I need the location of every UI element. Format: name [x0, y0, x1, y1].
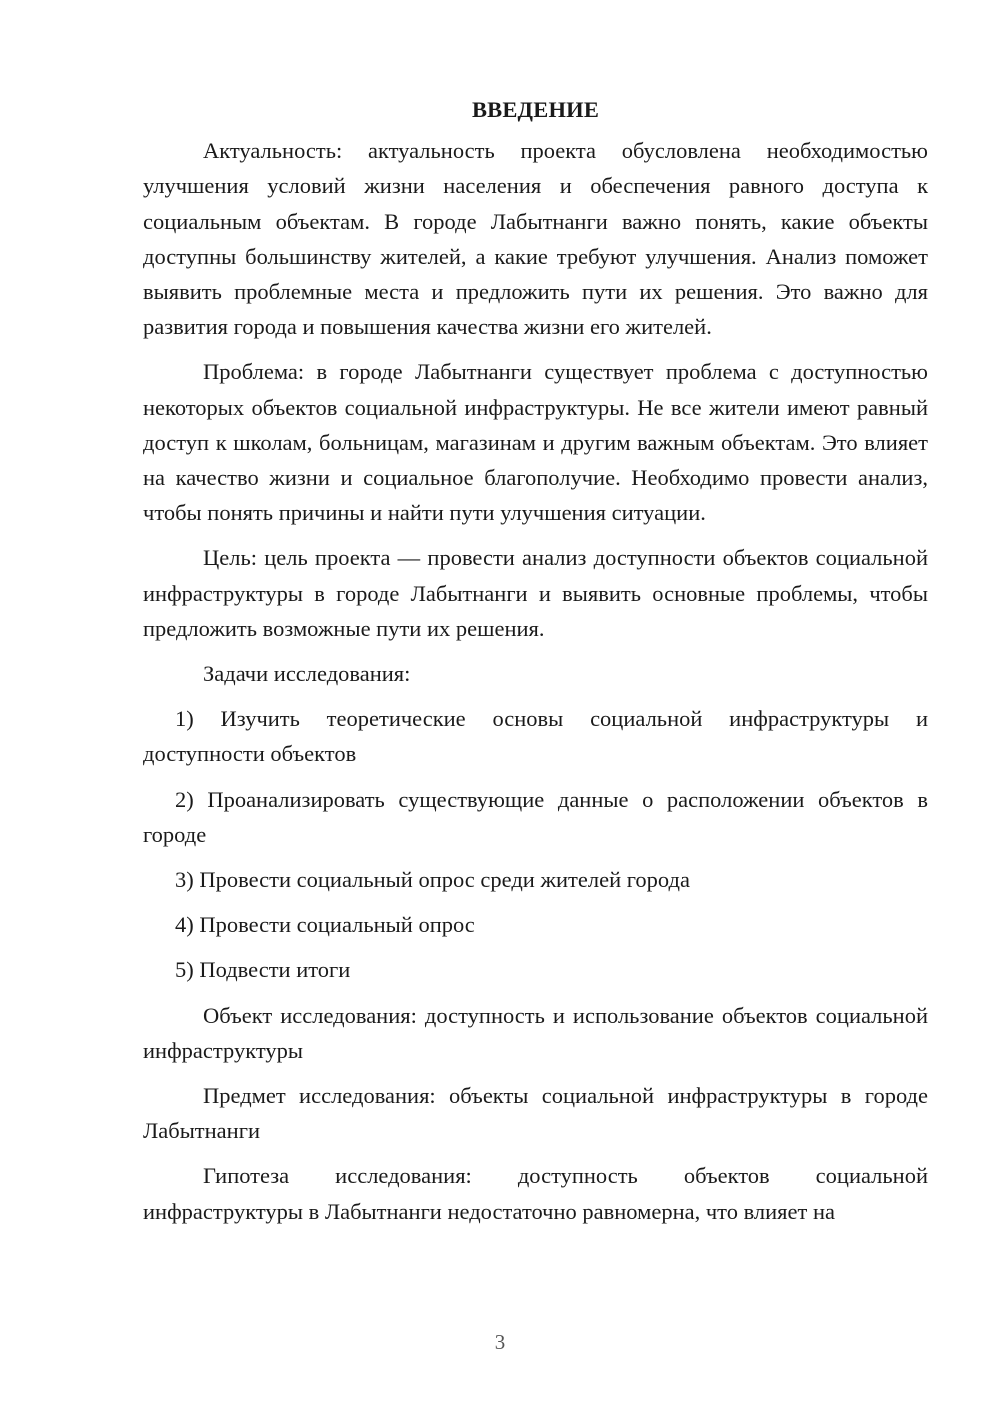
tasks-heading: Задачи исследования:: [203, 661, 411, 687]
hypothesis-paragraph: Гипотеза исследования: доступность объектов социальной инфраструктуры в Лабытнанги недостаточно равномерна, что влияет на: [143, 1163, 928, 1224]
task-item-1: 1) Изучить теоретические основы социальной инфраструктуры и доступности объектов: [143, 706, 928, 767]
task-item-2: 2) Проанализировать существующие данные о расположении объектов в городе: [143, 786, 928, 847]
document-body: [143, 92, 928, 1239]
relevance-paragraph: Актуальность: актуальность проекта обусловлена необходимостью улучшения условий жизни населения и обеспечения равного доступа к социальным объектам. В городе Лабытнанги важно понять, какие объекты доступны большинству жителей, а какие требуют улучшения. Анализ поможет выявить проблемные места и предложить пути их решения. Это важно для развития города и повышения качества жизни его жителей.: [143, 138, 928, 340]
problem-paragraph: Проблема: в городе Лабытнанги существует проблема с доступностью некоторых объектов социальной инфраструктуры. Не все жители имеют равный доступ к школам, больницам, магазинам и другим важным объектам. Это влияет на качество жизни и социальное благополучие. Необходимо провести анализ, чтобы понять причины и найти пути улучшения ситуации.: [143, 359, 928, 526]
page-number: 3: [494, 1330, 506, 1354]
page-title: ВВЕДЕНИЕ: [471, 97, 600, 122]
task-item-4: 4) Провести социальный опрос: [175, 912, 475, 938]
goal-paragraph: Цель: цель проекта — провести анализ доступности объектов социальной инфраструктуры в городе Лабытнанги и выявить основные проблемы, чтобы предложить возможные пути их решения.: [143, 545, 928, 641]
task-item-3: 3) Провести социальный опрос среди жителей города: [175, 867, 690, 893]
task-item-5: 5) Подвести итоги: [175, 957, 351, 983]
research-subject-paragraph: Предмет исследования: объекты социальной инфраструктуры в городе Лабытнанги: [143, 1083, 928, 1144]
research-object-paragraph: Объект исследования: доступность и использование объектов социальной инфраструктуры: [143, 1002, 928, 1063]
